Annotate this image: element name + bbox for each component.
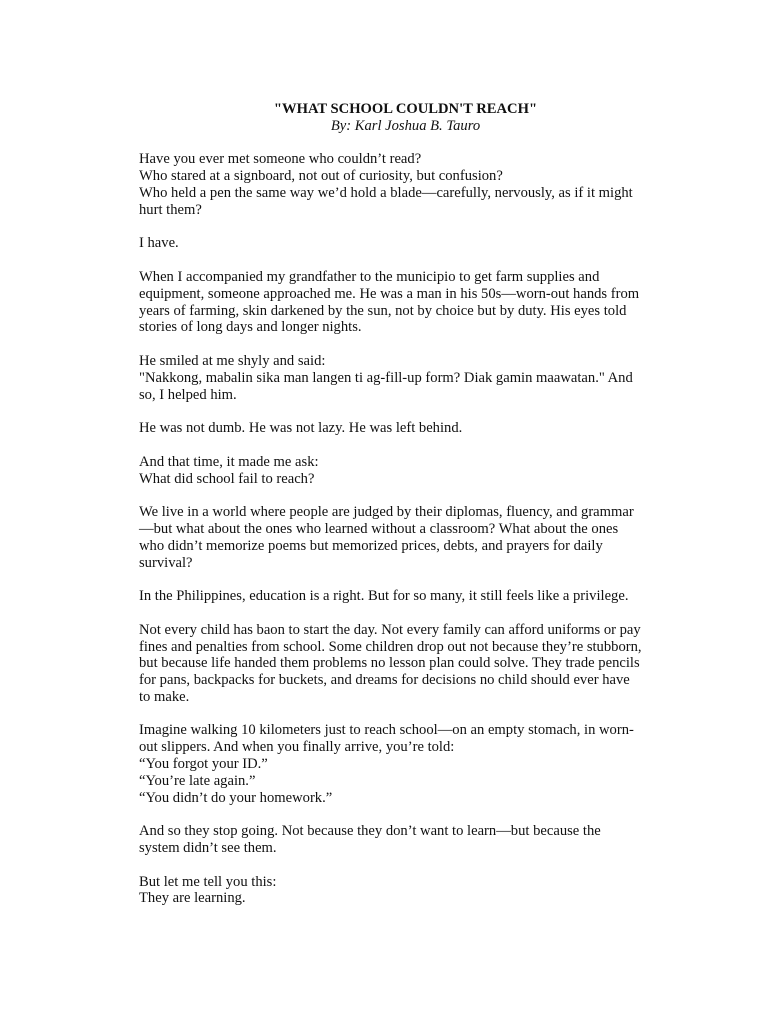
paragraph [139,622,672,706]
document-byline: By: Karl Joshua B. Tauro [330,117,481,134]
text-line: out slippers. And when you finally arrive, you’re told: [139,739,455,756]
text-line: What did school fail to reach? [139,470,315,487]
text-line: He was not dumb. He was not lazy. He was left behind. [139,420,463,437]
text-line: who didn’t memorize poems but memorized prices, debts, and prayers for daily [139,537,603,554]
paragraph [139,454,672,488]
text-line: "Nakkong, mabalin sika man langen ti ag-fill-up form? Diak gamin maawatan." And [139,369,633,386]
text-line: for pans, backpacks for buckets, and dreams for decisions no child should ever have [139,672,630,689]
text-line: Who stared at a signboard, not out of curiosity, but confusion? [139,168,503,185]
text-line: stories of long days and longer nights. [139,319,362,336]
text-line: Not every child has baon to start the day. Not every family can afford uniforms or pay [139,621,641,638]
paragraph [139,151,672,218]
text-line: I have. [139,235,179,252]
text-line: But let me tell you this: [139,873,277,890]
text-line: Imagine walking 10 kilometers just to reach school—on an empty stomach, in worn- [139,722,634,739]
text-line: so, I helped him. [139,386,237,403]
text-line: equipment, someone approached me. He was a man in his 50s—worn-out hands from [139,285,640,302]
text-line: He smiled at me shyly and said: [139,352,326,369]
text-line: When I accompanied my grandfather to the municipio to get farm supplies and [139,268,600,285]
text-line: In the Philippines, education is a right. But for so many, it still feels like a privilege. [139,588,629,605]
paragraph [139,823,672,857]
text-line: —but what about the ones who learned without a classroom? What about the ones [139,520,619,537]
paragraph [139,722,672,806]
text-line: We live in a world where people are judged by their diplomas, fluency, and grammar [139,504,634,521]
text-line: Have you ever met someone who couldn’t read? [139,151,422,168]
paragraph [139,874,672,908]
text-line: “You’re late again.” [139,772,256,789]
text-line: to make. [139,688,190,705]
text-line: survival? [139,554,193,571]
text-line: And so they stop going. Not because they don’t want to learn—but because the [139,823,601,840]
text-line: They are learning. [139,890,246,907]
paragraph [139,420,672,437]
paragraph [139,588,672,605]
text-line: “You forgot your ID.” [139,756,268,773]
text-line: hurt them? [139,201,202,218]
text-line: fines and penalties from school. Some children drop out not because they’re stubborn, [139,638,642,655]
paragraph [139,269,672,336]
text-line: “You didn’t do your homework.” [139,789,333,806]
text-line: years of farming, skin darkened by the sun, not by choice but by duty. His eyes told [139,302,627,319]
text-line: And that time, it made me ask: [139,453,319,470]
paragraph [139,235,672,252]
text-line: Who held a pen the same way we’d hold a blade—carefully, nervously, as if it might [139,184,633,201]
document-title: "WHAT SCHOOL COULDN'T REACH" [273,101,538,117]
paragraph [139,504,672,571]
text-line: but because life handed them problems no lesson plan could solve. They trade pencils [139,655,640,672]
text-line: system didn’t see them. [139,840,277,857]
document-body [139,151,672,907]
paragraph [139,353,672,403]
